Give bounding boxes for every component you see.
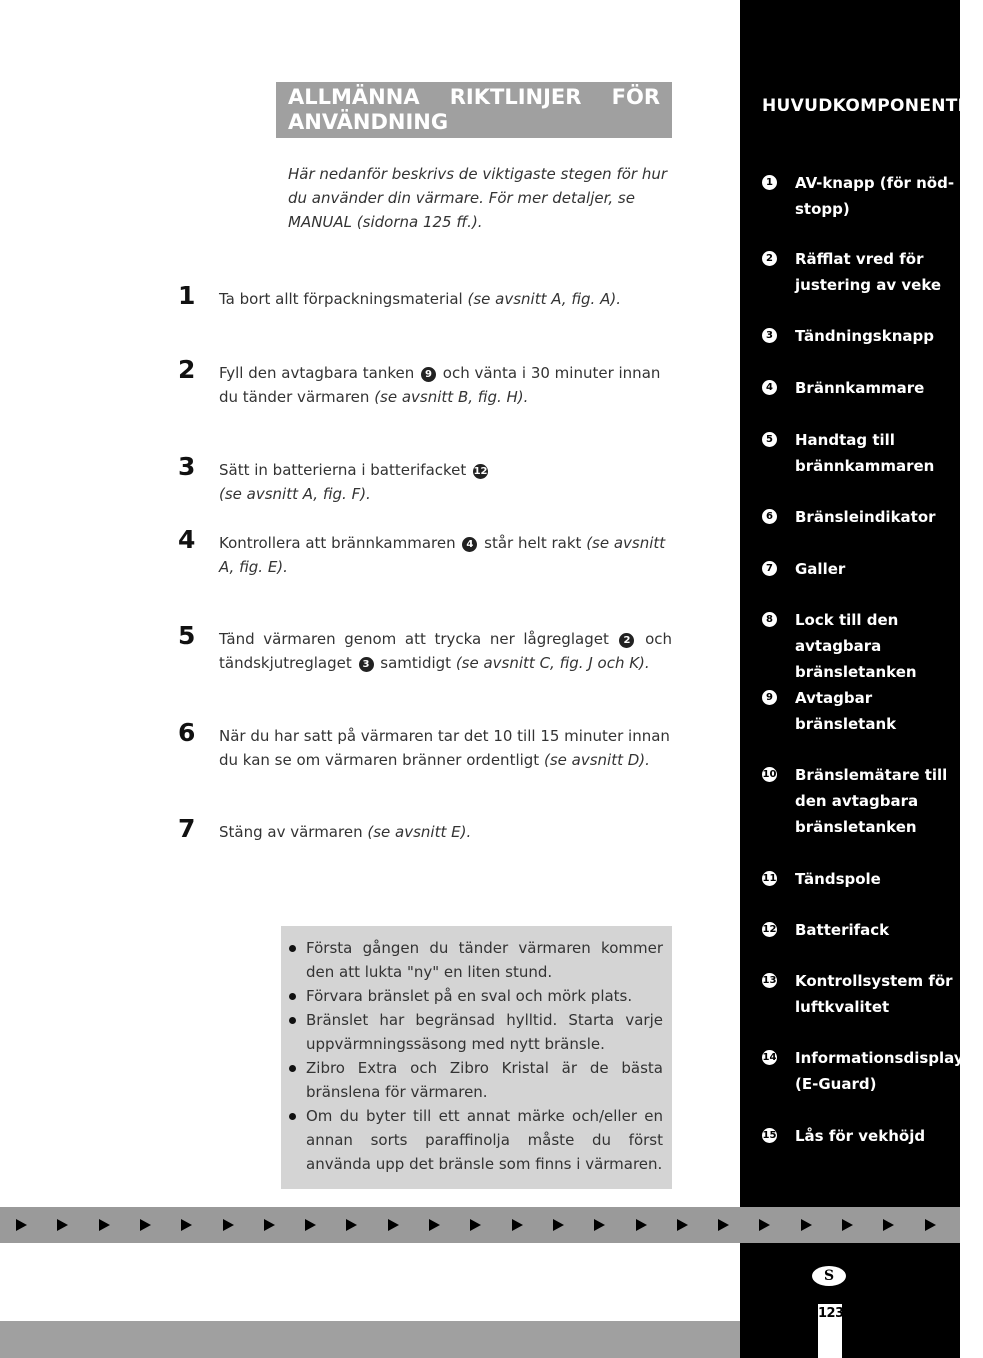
- component-label: Tändspole: [795, 870, 881, 888]
- intro-text: Här nedanför beskrivs de viktigaste stegen för hur du använder din värmare. För mer detaljer, se MANUAL (sidorna 125 ff.).: [288, 165, 668, 231]
- component-ref-icon: 4: [462, 537, 477, 552]
- components-sidebar: [740, 0, 983, 1358]
- bullet-icon: [289, 1065, 296, 1072]
- step-number: 5: [178, 621, 196, 650]
- component-number-icon: 6: [762, 509, 777, 524]
- step-text-part: Sätt in batterierna i batterifacket: [219, 461, 472, 479]
- component-ref-icon: 2: [619, 633, 634, 648]
- component-label: Handtag till brännkammaren: [795, 431, 935, 475]
- bullet-icon: [289, 1113, 296, 1120]
- page-title: ALLMÄNNA RIKTLINJER FÖR ANVÄNDNING: [276, 82, 672, 138]
- sidebar-heading: HUVUDKOMPONENTER: [762, 96, 983, 116]
- section-reference: (se avsnitt A, fig. A).: [467, 290, 621, 308]
- component-number-icon: 3: [762, 328, 777, 343]
- arrow-right-icon: [553, 1219, 564, 1231]
- tip-item: [281, 1008, 663, 1056]
- arrow-right-icon: [842, 1219, 853, 1231]
- step-number: 7: [178, 814, 196, 843]
- tip-text: Bränslet har begränsad hylltid. Starta varje uppvärmningssäsong med nytt bränsle.: [306, 1011, 663, 1053]
- language-badge: S: [812, 1266, 846, 1286]
- arrow-strip: [0, 1207, 960, 1243]
- component-number-icon: 11: [762, 873, 777, 884]
- tip-text: Förvara bränslet på en sval och mörk plats.: [306, 987, 633, 1005]
- arrow-right-icon: [759, 1219, 770, 1231]
- component-label: Kontrollsystem för luftkvalitet: [795, 972, 953, 1016]
- bullet-icon: [289, 993, 296, 1000]
- step-text-part: Fyll den avtagbara tanken: [219, 364, 419, 382]
- component-number-icon: 14: [762, 1052, 777, 1063]
- component-label: Informationsdisplay (E-Guard): [795, 1049, 964, 1093]
- arrow-right-icon: [140, 1219, 151, 1231]
- component-number-icon: 8: [762, 612, 777, 627]
- step-text: [219, 627, 672, 675]
- component-number-icon: 4: [762, 380, 777, 395]
- step-number: 3: [178, 452, 196, 481]
- section-reference: (se avsnitt B, fig. H).: [374, 388, 529, 406]
- component-label: Lock till den avtagbara bränsletanken: [795, 611, 917, 681]
- bullet-icon: [289, 945, 296, 952]
- arrow-right-icon: [594, 1219, 605, 1231]
- tips-box: [281, 926, 672, 1189]
- arrow-right-icon: [57, 1219, 68, 1231]
- component-number-icon: 15: [762, 1130, 777, 1141]
- step-text-part: Tänd värmaren genom att trycka ner lågreglaget: [219, 630, 618, 648]
- component-number-icon: 12: [762, 924, 777, 935]
- step-text: [219, 820, 672, 844]
- tip-text: Om du byter till ett annat märke och/eller en annan sorts paraffinolja måste du först använda upp det bränsle som finns i värmaren.: [306, 1107, 663, 1173]
- arrow-right-icon: [388, 1219, 399, 1231]
- arrow-right-icon: [181, 1219, 192, 1231]
- component-label: Galler: [795, 560, 846, 578]
- step-text-part: Kontrollera att brännkammaren: [219, 534, 461, 552]
- component-number-icon: 13: [762, 975, 777, 986]
- footer-bar: [0, 1321, 740, 1358]
- component-ref-icon: 3: [359, 657, 374, 672]
- step-number: 2: [178, 355, 196, 384]
- step-number: 4: [178, 525, 196, 554]
- step-text-part: och tändskjutreglaget: [219, 630, 672, 672]
- component-ref-icon: 9: [421, 367, 436, 382]
- section-reference: (se avsnitt D).: [543, 751, 650, 769]
- step-number: 6: [178, 718, 196, 747]
- arrow-right-icon: [636, 1219, 647, 1231]
- tip-item: [281, 936, 663, 984]
- component-number-icon: 5: [762, 432, 777, 447]
- bullet-icon: [289, 1017, 296, 1024]
- arrow-right-icon: [883, 1219, 894, 1231]
- section-reference: (se avsnitt C, fig. J och K).: [455, 654, 650, 672]
- arrow-right-icon: [677, 1219, 688, 1231]
- tip-text: Första gången du tänder värmaren kommer den att lukta "ny" en liten stund.: [306, 939, 663, 981]
- tip-item: [281, 984, 663, 1008]
- page-number-text: 123: [818, 1306, 844, 1321]
- step-text-part: samtidigt: [375, 654, 456, 672]
- tip-text: Zibro Extra och Zibro Kristal är de bästa bränslena för värmaren.: [306, 1059, 663, 1101]
- step-number: 1: [178, 281, 196, 310]
- component-label: Batterifack: [795, 921, 890, 939]
- component-number-icon: 1: [762, 175, 777, 190]
- component-number-icon: 10: [762, 769, 777, 780]
- component-label: AV-knapp (för nöd-stopp): [795, 174, 955, 218]
- step-text-part: och vänta i 30 minuter innan du tänder värmaren: [219, 364, 661, 406]
- arrow-right-icon: [429, 1219, 440, 1231]
- tip-item: [281, 1104, 663, 1176]
- component-label: Tändningsknapp: [795, 327, 934, 345]
- arrow-right-icon: [470, 1219, 481, 1231]
- component-label: Lås för vekhöjd: [795, 1127, 926, 1145]
- section-reference: (se avsnitt E).: [367, 823, 472, 841]
- component-label: Brännkammare: [795, 379, 925, 397]
- step-text-part: Stäng av värmaren: [219, 823, 368, 841]
- arrow-right-icon: [346, 1219, 357, 1231]
- tip-item: [281, 1056, 663, 1104]
- component-label: Bränslemätare till den avtagbara bränsletanken: [795, 766, 948, 836]
- arrow-right-icon: [512, 1219, 523, 1231]
- component-number-icon: 9: [762, 690, 777, 705]
- step-text: [219, 458, 672, 506]
- step-text-part: står helt rakt: [479, 534, 587, 552]
- component-number-icon: 2: [762, 251, 777, 266]
- tips-list: [281, 936, 663, 1176]
- step-text: [219, 724, 672, 772]
- component-label: Räfflat vred för justering av veke: [795, 250, 942, 294]
- section-reference: (se avsnitt A, fig. F).: [219, 485, 371, 503]
- component-ref-icon: 12: [473, 466, 488, 477]
- arrow-right-icon: [305, 1219, 316, 1231]
- arrow-right-icon: [718, 1219, 729, 1231]
- page-number: [818, 1304, 842, 1358]
- component-label: Bränsleindikator: [795, 508, 936, 526]
- step-text: [219, 361, 672, 409]
- component-label: Avtagbar bränsletank: [795, 689, 897, 733]
- step-text: [219, 287, 672, 311]
- arrow-right-icon: [801, 1219, 812, 1231]
- arrow-right-icon: [99, 1219, 110, 1231]
- step-text: [219, 531, 672, 579]
- step-text-part: Ta bort allt förpackningsmaterial: [219, 290, 468, 308]
- step-text-part: När du har satt på värmaren tar det 10 till 15 minuter innan du kan se om värmaren bränner ordentligt: [219, 727, 670, 769]
- arrow-right-icon: [223, 1219, 234, 1231]
- component-number-icon: 7: [762, 561, 777, 576]
- arrow-right-icon: [264, 1219, 275, 1231]
- arrow-right-icon: [925, 1219, 936, 1231]
- section-reference: (se avsnitt A, fig. E).: [219, 534, 666, 576]
- arrow-right-icon: [16, 1219, 27, 1231]
